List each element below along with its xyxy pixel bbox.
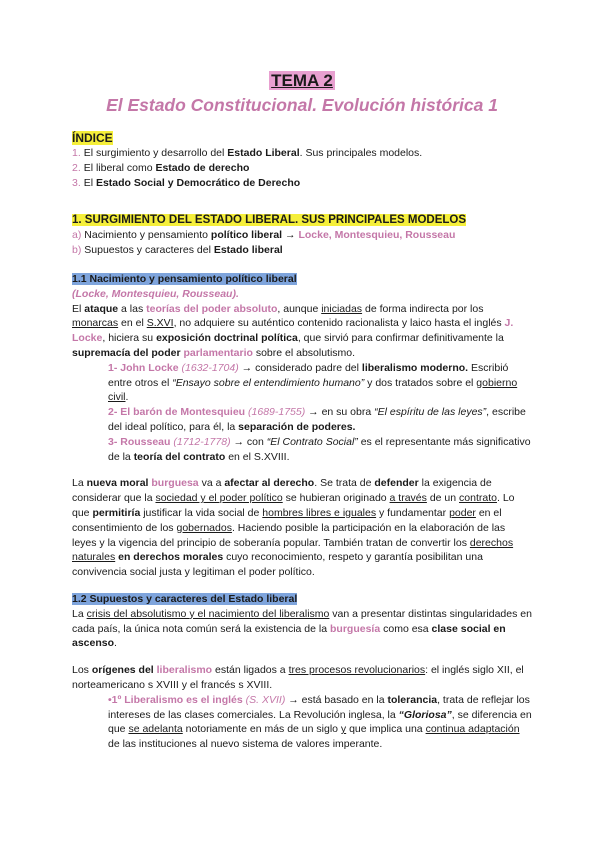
section-1-heading: 1. SURGIMIENTO DEL ESTADO LIBERAL. SUS PRINCIPALES MODELOS	[72, 214, 467, 227]
section-1-outline	[72, 228, 532, 258]
page-subtitle: El Estado Constitucional. Evolución histórica 1	[106, 95, 498, 115]
section-1-2-heading: 1.2 Supuestos y caracteres del Estado liberal	[72, 592, 298, 605]
index-item: 2. El liberal como Estado de derecho	[72, 161, 250, 174]
page-title: TEMA 2	[271, 71, 333, 90]
author-rousseau: 3- Rousseau (1712-1778) → con “El Contrato Social” es el representante más significativo de la teoría del contrato en el S.XVIII.	[108, 435, 531, 463]
paragraph-crisis: La crisis del absolutismo y el nacimiento del liberalismo van a presentar distintas singularidades en cada país, la única nota común será la existencia de la burguesía como esa clase social en ascenso.	[72, 607, 532, 650]
document-page	[72, 70, 532, 752]
bullet-liberalismo-ingles: •1º Liberalismo es el inglés (S. XVII) → está basado en la tolerancia, trata de reflejar los intereses de las clases comerciales. La Revolución inglesa, la “Gloriosa”, se diferencia en que se adelanta notoriamente en más de un siglo y que implica una continua adaptación de las instituciones al nuevo sistema de valores imperante.	[108, 693, 532, 751]
section-1-1-authors: (Locke, Montesquieu, Rousseau).	[72, 287, 239, 300]
outline-item-b: b) Supuestos y caracteres del Estado liberal	[72, 244, 283, 257]
authors-list	[108, 361, 532, 465]
paragraph-nueva-moral: La nueva moral burguesa va a afectar al derecho. Se trata de defender la exigencia de considerar que la sociedad y el poder político se hubieran originado a través de un contrato. Lo que permitiría justificar la vida social de hombres libres e iguales y fundamentar poder en el consentimiento de los gobernados. Haciendo posible la participación en la elaboración de las leyes y la vigencia del principio de soberanía popular. También tratan de convertir los derechos naturales en derechos morales cuyo reconocimiento, respeto y garantía posibilitan una convivencia social justa y legitiman el poder político.	[72, 477, 515, 579]
section-1-1-heading: 1.1 Nacimiento y pensamiento político liberal	[72, 272, 297, 285]
author-locke: 1- John Locke (1632-1704) → considerado padre del liberalismo moderno. Escribió entre otros el “Ensayo sobre el entendimiento humano” y dos tratados sobre el gobierno civil.	[108, 361, 518, 404]
index-heading: ÍNDICE	[72, 131, 113, 145]
index-list	[72, 146, 532, 190]
author-montesquieu: 2- El barón de Montesquieu (1689-1755) → en su obra “El espíritu de las leyes”, escribe del ideal político, para él, la separación de poderes.	[108, 406, 526, 433]
paragraph-origenes: Los orígenes del liberalismo están ligados a tres procesos revolucionarios: el inglés siglo XII, el norteamericano s XVIII y el francés s XVIII.	[72, 664, 524, 691]
index-item: 3. El Estado Social y Democrático de Derecho	[72, 176, 301, 189]
outline-item-a: a) Nacimiento y pensamiento político liberal → Locke, Montesquieu, Rousseau	[72, 229, 456, 242]
index-item: 1. El surgimiento y desarrollo del Estado Liberal. Sus principales modelos.	[72, 147, 423, 159]
paragraph-ataque: El ataque a las teorías del poder absoluto, aunque iniciadas de forma indirecta por los monarcas en el S.XVI, no adquiere su auténtico contenido racionalista y laico hasta el inglés J. Locke, hiciera su exposición doctrinal política, que sirvió para confirmar definitivamente la supremacía del poder parlamentario sobre el absolutismo.	[72, 302, 514, 359]
